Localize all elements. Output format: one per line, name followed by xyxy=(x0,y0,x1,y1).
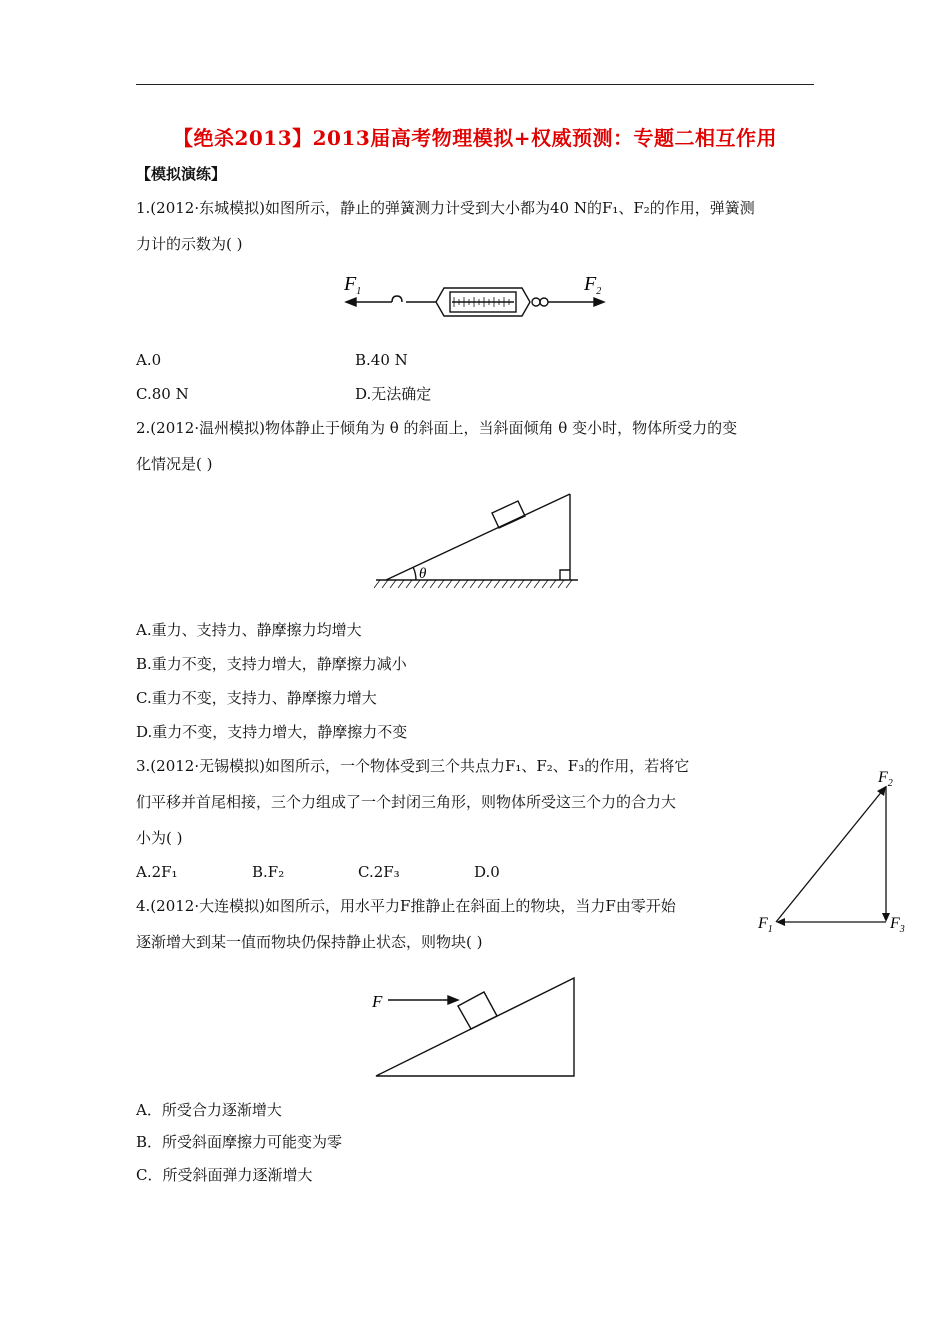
q1-f1-label: F xyxy=(344,273,357,295)
q2-option-a: A.重力、支持力、静摩擦力均增大 xyxy=(136,621,362,639)
q1-f1-subscript: 1 xyxy=(356,286,362,297)
q1-option-c: C.80 N xyxy=(136,385,189,403)
q4-incline-push-figure xyxy=(370,974,584,1084)
q3-f1-subscript: 1 xyxy=(767,924,773,935)
q4-stem-line2: 逐渐增大到某一值而物块仍保持静止状态，则物块( ) xyxy=(136,933,483,951)
q2-option-d: D.重力不变，支持力增大，静摩擦力不变 xyxy=(136,723,408,741)
q2-option-c: C.重力不变，支持力、静摩擦力增大 xyxy=(136,689,377,707)
q3-option-b: B.F₂ xyxy=(252,863,285,881)
q2-theta-label: θ xyxy=(419,566,427,582)
q3-option-d: D.0 xyxy=(474,863,500,881)
q3-f3-subscript: 3 xyxy=(899,924,905,935)
q1-stem-line1: 1.(2012·东城模拟)如图所示，静止的弹簧测力计受到大小都为40 N的F₁、F₂的作用，弹簧测 xyxy=(136,199,755,217)
q4-stem-line1: 4.(2012·大连模拟)如图所示，用水平力F推静止在斜面上的物块，当力F由零开始 xyxy=(136,897,676,915)
svg-text:F2 xyxy=(877,769,893,789)
q2-option-b: B.重力不变，支持力增大，静摩擦力减小 xyxy=(136,655,407,673)
q3-f2-label: F xyxy=(878,769,888,786)
svg-text:F2 xyxy=(583,273,601,297)
svg-text:F3 xyxy=(889,915,905,935)
q3-option-c: C.2F₃ xyxy=(358,863,400,881)
q1-option-b: B.40 N xyxy=(355,351,408,369)
q4-option-b: B．所受斜面摩擦力可能变为零 xyxy=(136,1133,343,1151)
svg-text:F1 xyxy=(343,273,361,297)
q3-f3-label: F xyxy=(890,915,900,932)
page-title: 【绝杀2013】2013届高考物理模拟+权威预测：专题二相互作用 xyxy=(172,126,778,150)
section-heading: 【模拟演练】 xyxy=(136,165,227,183)
q2-stem-line1: 2.(2012·温州模拟)物体静止于倾角为 θ 的斜面上，当斜面倾角 θ 变小时，物体所受力的变 xyxy=(136,419,738,437)
q4-option-a: A．所受合力逐渐增大 xyxy=(136,1101,282,1119)
q3-stem-line1: 3.(2012·无锡模拟)如图所示，一个物体受到三个共点力F₁、F₂、F₃的作用，若将它 xyxy=(136,757,690,775)
q3-f1-label: F xyxy=(758,915,768,932)
q3-stem-line2: 们平移并首尾相接，三个力组成了一个封闭三角形，则物体所受这三个力的合力大 xyxy=(136,793,677,811)
svg-text:F1 xyxy=(757,915,773,935)
q1-spring-scale-figure xyxy=(340,270,610,330)
q1-option-d: D.无法确定 xyxy=(355,385,432,403)
q2-incline-figure xyxy=(372,490,582,600)
q4-option-c: C．所受斜面弹力逐渐增大 xyxy=(136,1166,313,1184)
q3-option-a: A.2F₁ xyxy=(136,863,178,881)
q1-option-a: A.0 xyxy=(136,351,162,369)
q3-force-triangle-figure xyxy=(756,766,916,936)
q4-f-label: F xyxy=(372,992,383,1011)
q3-stem-line3: 小为( ) xyxy=(136,829,183,847)
q1-stem-line2: 力计的示数为( ) xyxy=(136,235,243,253)
q2-stem-line2: 化情况是( ) xyxy=(136,455,213,473)
q1-f2-label: F xyxy=(584,273,597,295)
q3-f2-subscript: 2 xyxy=(887,778,893,789)
q1-f2-subscript: 2 xyxy=(596,286,602,297)
header-rule xyxy=(136,84,814,85)
